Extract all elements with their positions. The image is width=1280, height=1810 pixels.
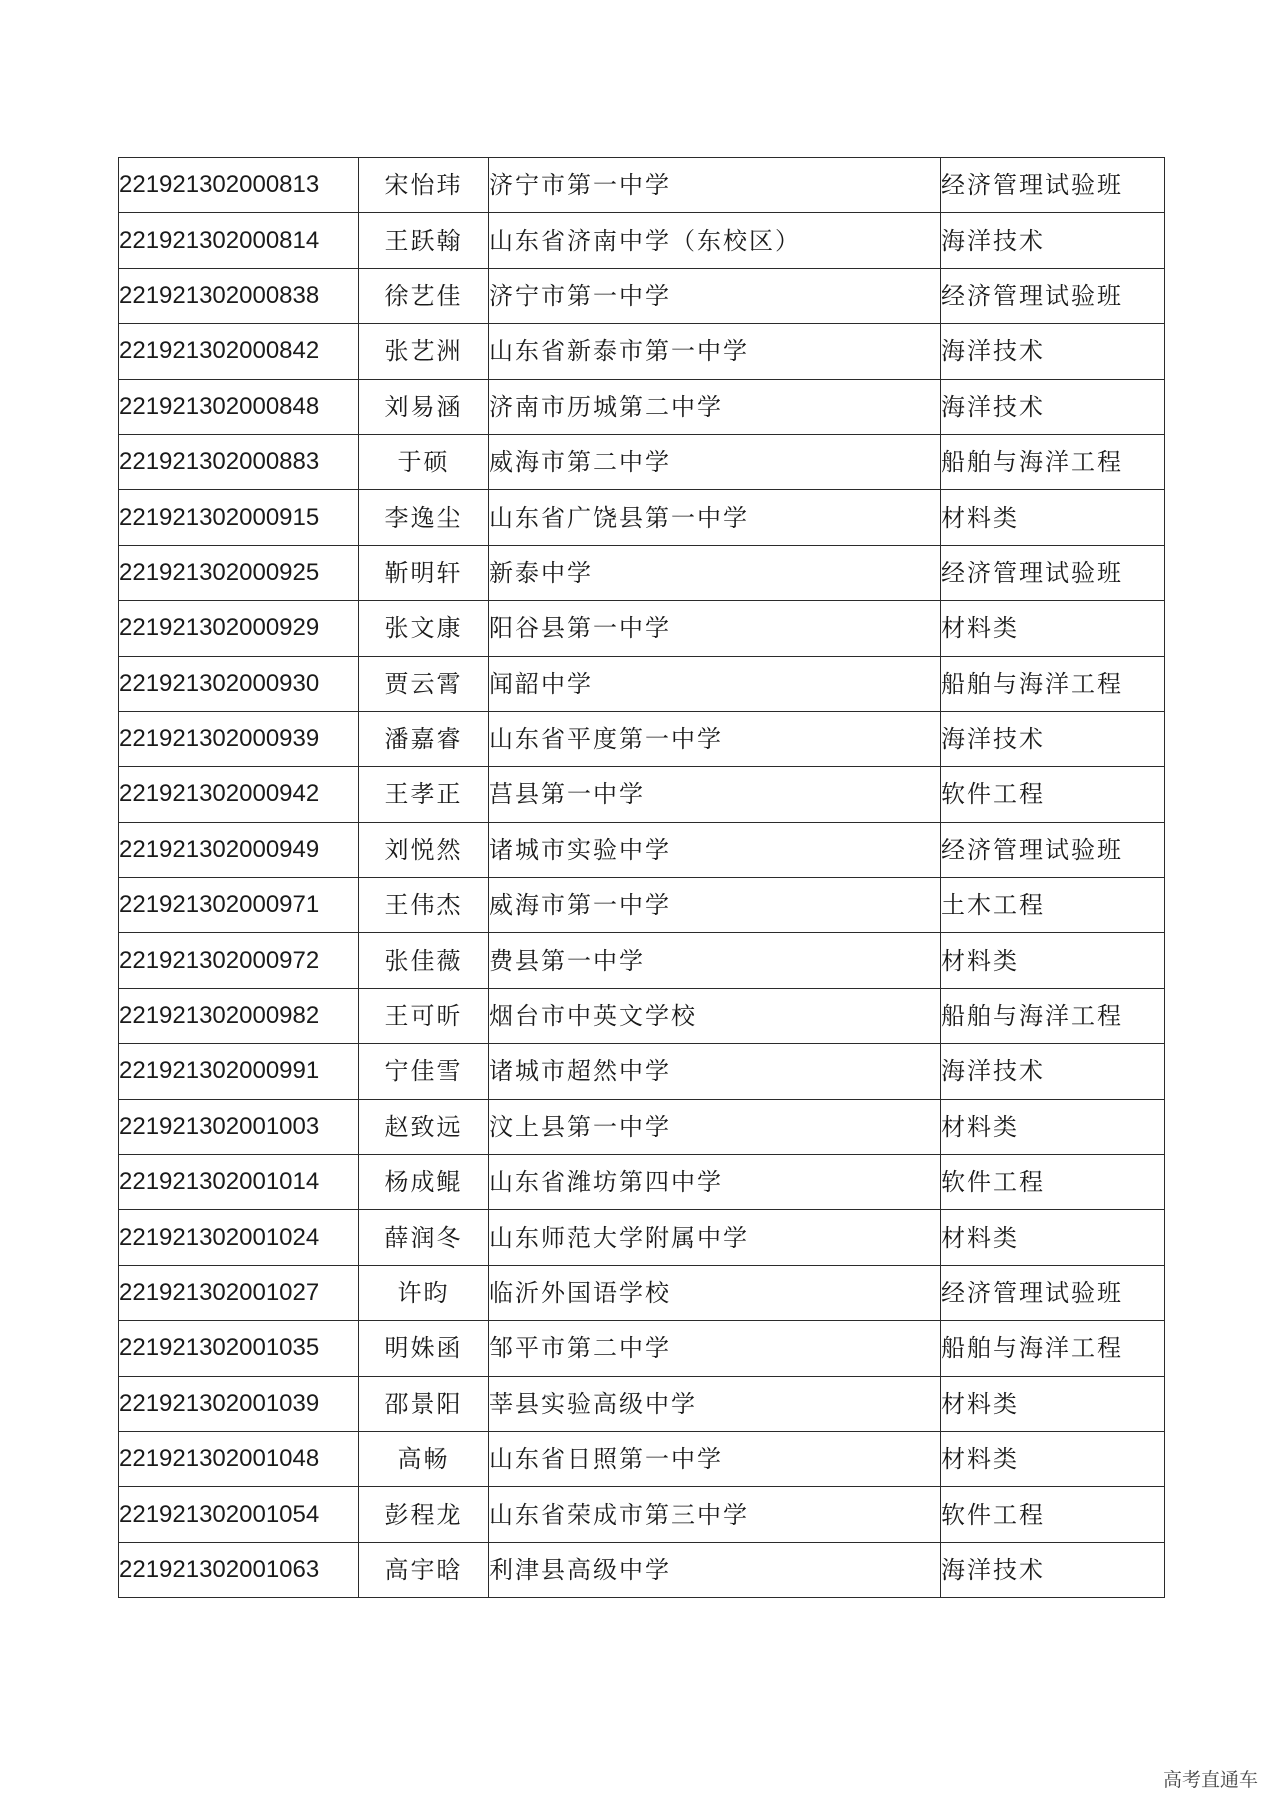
candidate-id-cell: 221921302001054 [119,1487,359,1542]
table-row [119,213,1165,268]
student-name-cell: 李逸尘 [359,490,489,545]
school-cell: 邹平市第二中学 [489,1321,941,1376]
candidate-id-cell: 221921302000842 [119,324,359,379]
school-cell: 烟台市中英文学校 [489,988,941,1043]
candidate-id-cell: 221921302000949 [119,822,359,877]
candidate-id-cell: 221921302000838 [119,268,359,323]
major-cell: 海洋技术 [941,213,1165,268]
major-cell: 海洋技术 [941,379,1165,434]
student-name-cell: 于硕 [359,434,489,489]
school-cell: 威海市第一中学 [489,878,941,933]
table-row [119,268,1165,323]
table-row [119,767,1165,822]
major-cell: 船舶与海洋工程 [941,656,1165,711]
student-name-cell: 徐艺佳 [359,268,489,323]
school-cell: 莘县实验高级中学 [489,1376,941,1431]
student-name-cell: 潘嘉睿 [359,711,489,766]
student-name-cell: 靳明轩 [359,545,489,600]
school-cell: 诸城市超然中学 [489,1044,941,1099]
student-name-cell: 杨成鲲 [359,1155,489,1210]
major-cell: 软件工程 [941,1155,1165,1210]
student-name-cell: 许昀 [359,1265,489,1320]
student-name-cell: 王伟杰 [359,878,489,933]
major-cell: 船舶与海洋工程 [941,1321,1165,1376]
school-cell: 山东省平度第一中学 [489,711,941,766]
student-name-cell: 张佳薇 [359,933,489,988]
school-cell: 临沂外国语学校 [489,1265,941,1320]
student-name-cell: 王跃翰 [359,213,489,268]
student-name-cell: 王孝正 [359,767,489,822]
school-cell: 山东师范大学附属中学 [489,1210,941,1265]
major-cell: 海洋技术 [941,324,1165,379]
student-name-cell: 明姝函 [359,1321,489,1376]
school-cell: 济宁市第一中学 [489,268,941,323]
table-row [119,158,1165,213]
school-cell: 费县第一中学 [489,933,941,988]
major-cell: 经济管理试验班 [941,158,1165,213]
major-cell: 材料类 [941,933,1165,988]
student-name-cell: 王可昕 [359,988,489,1043]
roster-sheet [118,157,1165,1598]
major-cell: 材料类 [941,1099,1165,1154]
student-name-cell: 赵致远 [359,1099,489,1154]
table-row [119,1044,1165,1099]
student-name-cell: 贾云霄 [359,656,489,711]
candidate-id-cell: 221921302001014 [119,1155,359,1210]
major-cell: 材料类 [941,490,1165,545]
school-cell: 济宁市第一中学 [489,158,941,213]
major-cell: 材料类 [941,1210,1165,1265]
table-row [119,1431,1165,1486]
school-cell: 阳谷县第一中学 [489,601,941,656]
candidate-id-cell: 221921302000991 [119,1044,359,1099]
table-row [119,1542,1165,1597]
school-cell: 山东省日照第一中学 [489,1431,941,1486]
candidate-id-cell: 221921302001003 [119,1099,359,1154]
major-cell: 海洋技术 [941,1044,1165,1099]
school-cell: 山东省广饶县第一中学 [489,490,941,545]
school-cell: 山东省济南中学（东校区） [489,213,941,268]
candidate-id-cell: 221921302001039 [119,1376,359,1431]
candidate-id-cell: 221921302001063 [119,1542,359,1597]
candidate-id-cell: 221921302000942 [119,767,359,822]
candidate-id-cell: 221921302000814 [119,213,359,268]
table-row [119,1099,1165,1154]
table-row [119,324,1165,379]
major-cell: 船舶与海洋工程 [941,988,1165,1043]
table-row [119,933,1165,988]
candidate-id-cell: 221921302000883 [119,434,359,489]
student-name-cell: 宋怡玮 [359,158,489,213]
candidate-id-cell: 221921302000930 [119,656,359,711]
table-row [119,434,1165,489]
school-cell: 莒县第一中学 [489,767,941,822]
school-cell: 威海市第二中学 [489,434,941,489]
candidate-id-cell: 221921302000848 [119,379,359,434]
school-cell: 诸城市实验中学 [489,822,941,877]
table-row [119,878,1165,933]
candidate-id-cell: 221921302000939 [119,711,359,766]
major-cell: 经济管理试验班 [941,822,1165,877]
table-row [119,656,1165,711]
candidate-id-cell: 221921302001035 [119,1321,359,1376]
major-cell: 经济管理试验班 [941,268,1165,323]
table-row [119,1487,1165,1542]
candidate-id-cell: 221921302000915 [119,490,359,545]
table-row [119,545,1165,600]
student-name-cell: 高畅 [359,1431,489,1486]
major-cell: 土木工程 [941,878,1165,933]
table-row [119,490,1165,545]
major-cell: 经济管理试验班 [941,545,1165,600]
student-name-cell: 邵景阳 [359,1376,489,1431]
school-cell: 利津县高级中学 [489,1542,941,1597]
watermark-text: 高考直通车 [1162,1769,1258,1791]
major-cell: 软件工程 [941,1487,1165,1542]
student-name-cell: 宁佳雪 [359,1044,489,1099]
student-name-cell: 刘悦然 [359,822,489,877]
table-row [119,1265,1165,1320]
table-row [119,379,1165,434]
candidate-id-cell: 221921302000972 [119,933,359,988]
table-row [119,988,1165,1043]
candidate-id-cell: 221921302001024 [119,1210,359,1265]
roster-table-body [119,158,1165,1598]
candidate-id-cell: 221921302001048 [119,1431,359,1486]
student-name-cell: 彭程龙 [359,1487,489,1542]
student-name-cell: 张艺洲 [359,324,489,379]
table-row [119,601,1165,656]
candidate-id-cell: 221921302000929 [119,601,359,656]
roster-table [118,157,1165,1598]
table-row [119,1155,1165,1210]
school-cell: 新泰中学 [489,545,941,600]
table-row [119,1210,1165,1265]
table-row [119,822,1165,877]
school-cell: 山东省潍坊第四中学 [489,1155,941,1210]
major-cell: 材料类 [941,601,1165,656]
major-cell: 海洋技术 [941,711,1165,766]
school-cell: 汶上县第一中学 [489,1099,941,1154]
candidate-id-cell: 221921302000925 [119,545,359,600]
school-cell: 山东省新泰市第一中学 [489,324,941,379]
major-cell: 船舶与海洋工程 [941,434,1165,489]
student-name-cell: 刘易涵 [359,379,489,434]
table-row [119,1321,1165,1376]
candidate-id-cell: 221921302000813 [119,158,359,213]
major-cell: 软件工程 [941,767,1165,822]
candidate-id-cell: 221921302000982 [119,988,359,1043]
student-name-cell: 张文康 [359,601,489,656]
school-cell: 济南市历城第二中学 [489,379,941,434]
student-name-cell: 高宇晗 [359,1542,489,1597]
major-cell: 材料类 [941,1431,1165,1486]
candidate-id-cell: 221921302001027 [119,1265,359,1320]
major-cell: 材料类 [941,1376,1165,1431]
school-cell: 山东省荣成市第三中学 [489,1487,941,1542]
candidate-id-cell: 221921302000971 [119,878,359,933]
major-cell: 海洋技术 [941,1542,1165,1597]
table-row [119,1376,1165,1431]
student-name-cell: 薛润冬 [359,1210,489,1265]
school-cell: 闻韶中学 [489,656,941,711]
major-cell: 经济管理试验班 [941,1265,1165,1320]
table-row [119,711,1165,766]
